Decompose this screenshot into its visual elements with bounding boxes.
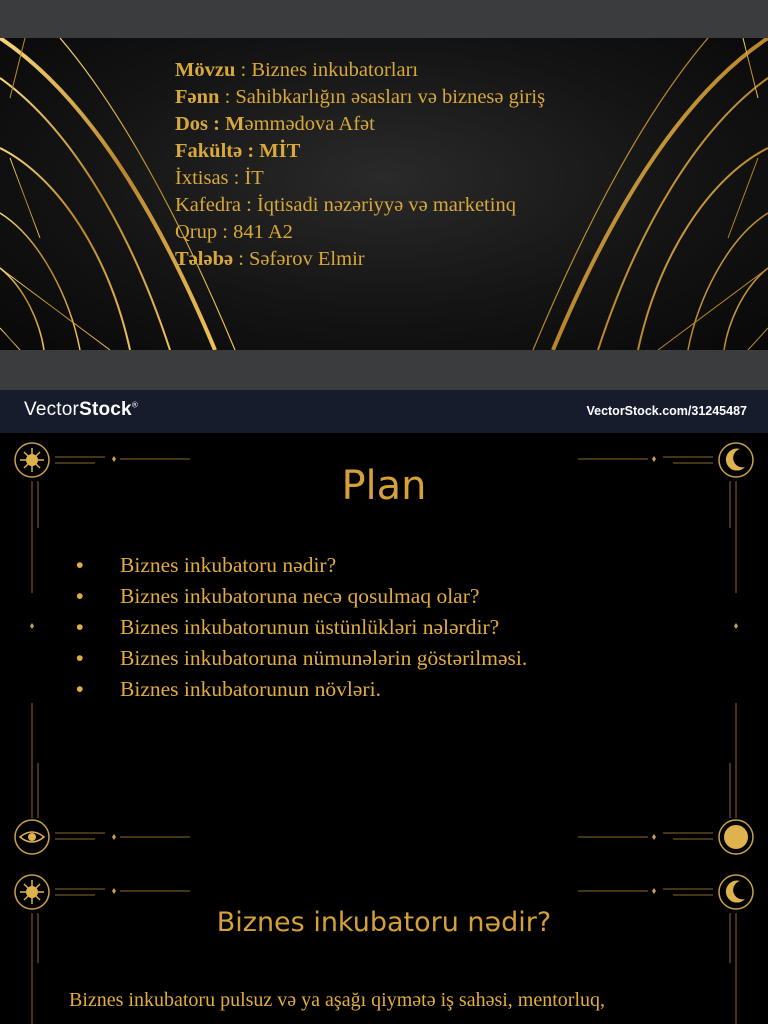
slide-gap: [0, 350, 768, 390]
eye-icon: [15, 820, 49, 854]
slide-info-block: [175, 57, 545, 273]
list-item: • Biznes inkubatoruna nümunələrin göstərilməsi.: [76, 643, 527, 674]
plan-title: Plan: [341, 463, 427, 509]
info-line-group: Qrup : 841 A2: [175, 221, 293, 243]
definition-body: Biznes inkubatoru pulsuz və ya aşağı qiymətə iş sahəsi, mentorluq,: [69, 989, 605, 1011]
info-line-teacher: Dos : Məmmədova Afət: [175, 113, 375, 135]
plan-list: [76, 550, 527, 705]
sun-icon: [15, 875, 49, 909]
watermark-bar: [0, 390, 768, 433]
watermark-url: VectorStock.com/31245487: [586, 404, 747, 418]
info-line-faculty: Fakültə : MİT: [175, 140, 301, 162]
definition-title: Biznes inkubatoru nədir?: [216, 907, 552, 938]
title-slide: [0, 38, 768, 350]
info-line-department: Kafedra : İqtisadi nəzəriyyə və marketinq: [175, 194, 516, 216]
definition-slide: [0, 863, 768, 1024]
crescent-moon-icon: [719, 875, 753, 909]
info-line-subject: Fənn : Sahibkarlığın əsasları və biznesə giriş: [175, 86, 546, 108]
info-line-specialty: İxtisas : İT: [175, 167, 264, 189]
info-line-student: Tələbə : Səfərov Elmir: [175, 248, 365, 270]
info-line-topic: Mövzu : Biznes inkubatorları: [175, 59, 419, 81]
vectorstock-logo: VectorStock®: [24, 399, 138, 420]
full-moon-icon: [719, 820, 753, 854]
list-item: • Biznes inkubatorunun növləri.: [76, 674, 527, 705]
list-item: • Biznes inkubatoruna necə qosulmaq olar?: [76, 581, 527, 612]
list-item: • Biznes inkubatorunun üstünlükləri nələrdir?: [76, 612, 527, 643]
plan-slide: [0, 433, 768, 863]
list-item: • Biznes inkubatoru nədir?: [76, 550, 527, 581]
